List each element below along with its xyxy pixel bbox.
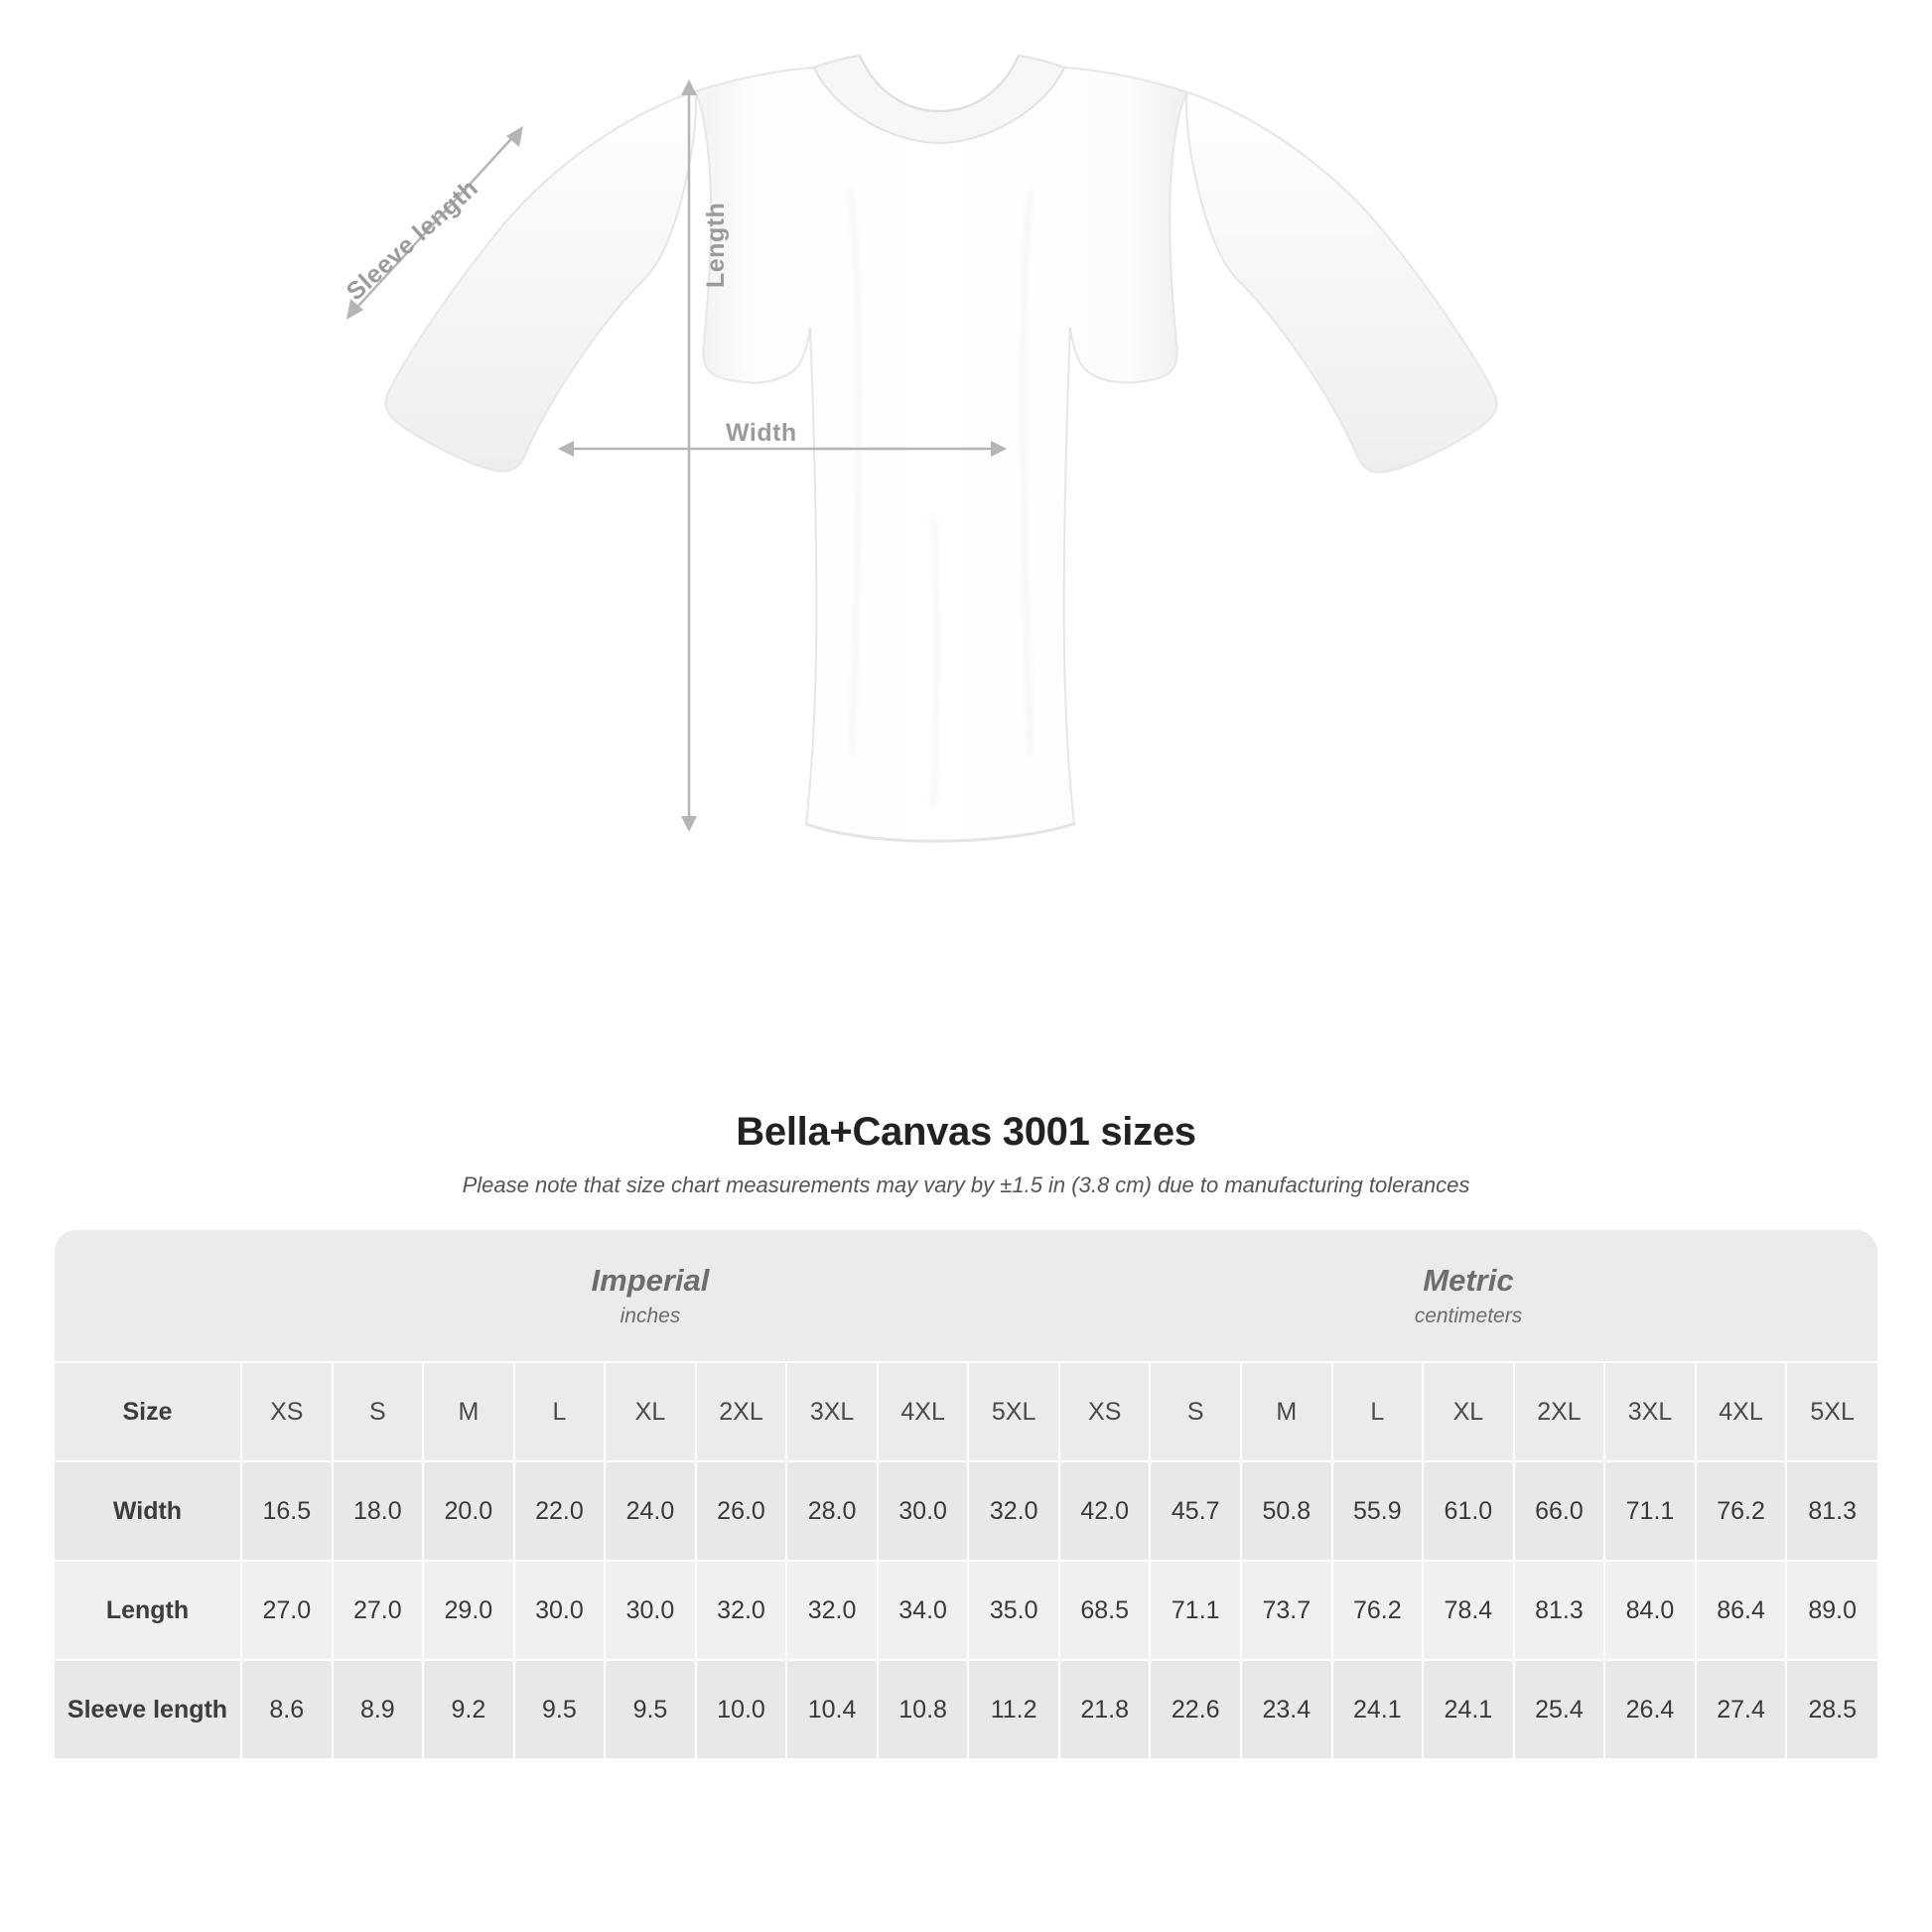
cell-imperial: 9.5 [514,1660,606,1758]
size-header-metric-3xl: 3XL [1604,1362,1696,1461]
unit-group-imperial-name: Imperial [591,1263,710,1298]
cell-metric: 71.1 [1604,1461,1696,1561]
row-label-width: Width [55,1461,241,1561]
cell-imperial: 27.0 [241,1561,333,1660]
length-dimension-label: Length [702,202,730,288]
tolerance-note: Please note that size chart measurements may vary by ±1.5 in (3.8 cm) due to manufacturing tolerances [462,1173,1470,1197]
size-header-metric-4xl: 4XL [1696,1362,1787,1461]
size-header-metric-5xl: 5XL [1786,1362,1877,1461]
cell-imperial: 24.0 [605,1461,696,1561]
cell-imperial: 9.5 [605,1660,696,1758]
size-header-label: Size [55,1362,241,1461]
table-row [55,1561,1877,1660]
cell-metric: 28.5 [1786,1660,1877,1758]
cell-metric: 55.9 [1332,1461,1424,1561]
size-header-metric-2xl: 2XL [1514,1362,1605,1461]
size-header-imperial-4xl: 4XL [878,1362,969,1461]
cell-imperial: 8.6 [241,1660,333,1758]
cell-metric: 21.8 [1059,1660,1151,1758]
cell-imperial: 29.0 [423,1561,514,1660]
cell-metric: 73.7 [1241,1561,1332,1660]
cell-imperial: 32.0 [696,1561,787,1660]
cell-metric: 78.4 [1423,1561,1514,1660]
size-header-metric-xl: XL [1423,1362,1514,1461]
size-header-imperial-m: M [423,1362,514,1461]
cell-metric: 86.4 [1696,1561,1787,1660]
page-title: Bella+Canvas 3001 sizes [736,1110,1196,1154]
cell-metric: 24.1 [1423,1660,1514,1758]
size-header-imperial-xs: XS [241,1362,333,1461]
cell-imperial: 22.0 [514,1461,606,1561]
unit-header-row [55,1230,1877,1362]
cell-imperial: 10.8 [878,1660,969,1758]
cell-metric: 22.6 [1150,1660,1241,1758]
size-header-imperial-xl: XL [605,1362,696,1461]
cell-imperial: 10.4 [786,1660,878,1758]
title-block [0,1110,1932,1198]
cell-metric: 68.5 [1059,1561,1151,1660]
size-header-imperial-l: L [514,1362,606,1461]
cell-imperial: 8.9 [333,1660,424,1758]
cell-metric: 26.4 [1604,1660,1696,1758]
cell-metric: 76.2 [1696,1461,1787,1561]
sleeve-length-dimension-label: Sleeve length [341,174,483,307]
size-header-imperial-5xl: 5XL [968,1362,1059,1461]
cell-metric: 81.3 [1786,1461,1877,1561]
cell-metric: 66.0 [1514,1461,1605,1561]
size-table-container [55,1230,1877,1758]
unit-group-imperial [241,1230,1059,1362]
cell-imperial: 32.0 [968,1461,1059,1561]
cell-metric: 25.4 [1514,1660,1605,1758]
cell-metric: 45.7 [1150,1461,1241,1561]
table-row [55,1660,1877,1758]
cell-metric: 84.0 [1604,1561,1696,1660]
width-dimension-label: Width [726,419,797,447]
cell-metric: 23.4 [1241,1660,1332,1758]
size-header-metric-l: L [1332,1362,1424,1461]
unit-group-metric [1059,1230,1877,1362]
cell-imperial: 11.2 [968,1660,1059,1758]
cell-metric: 76.2 [1332,1561,1424,1660]
cell-metric: 27.4 [1696,1660,1787,1758]
cell-imperial: 35.0 [968,1561,1059,1660]
size-header-row [55,1362,1877,1461]
cell-imperial: 9.2 [423,1660,514,1758]
cell-imperial: 18.0 [333,1461,424,1561]
row-label-sleeve-length: Sleeve length [55,1660,241,1758]
cell-imperial: 16.5 [241,1461,333,1561]
cell-imperial: 27.0 [333,1561,424,1660]
size-header-imperial-3xl: 3XL [786,1362,878,1461]
cell-imperial: 10.0 [696,1660,787,1758]
cell-metric: 42.0 [1059,1461,1151,1561]
cell-imperial: 30.0 [514,1561,606,1660]
cell-metric: 61.0 [1423,1461,1514,1561]
cell-imperial: 30.0 [605,1561,696,1660]
unit-header-spacer [55,1230,241,1362]
size-table [55,1230,1877,1758]
size-header-metric-s: S [1150,1362,1241,1461]
cell-metric: 50.8 [1241,1461,1332,1561]
cell-metric: 81.3 [1514,1561,1605,1660]
cell-imperial: 20.0 [423,1461,514,1561]
size-header-metric-m: M [1241,1362,1332,1461]
cell-imperial: 34.0 [878,1561,969,1660]
unit-group-metric-sub: centimeters [1414,1305,1523,1327]
cell-metric: 71.1 [1150,1561,1241,1660]
row-label-length: Length [55,1561,241,1660]
cell-imperial: 32.0 [786,1561,878,1660]
cell-imperial: 26.0 [696,1461,787,1561]
cell-imperial: 28.0 [786,1461,878,1561]
unit-group-metric-name: Metric [1423,1263,1514,1298]
size-header-imperial-2xl: 2XL [696,1362,787,1461]
table-row [55,1461,1877,1561]
size-header-metric-xs: XS [1059,1362,1151,1461]
cell-metric: 89.0 [1786,1561,1877,1660]
cell-metric: 24.1 [1332,1660,1424,1758]
cell-imperial: 30.0 [878,1461,969,1561]
size-header-imperial-s: S [333,1362,424,1461]
unit-group-imperial-sub: inches [620,1305,681,1327]
